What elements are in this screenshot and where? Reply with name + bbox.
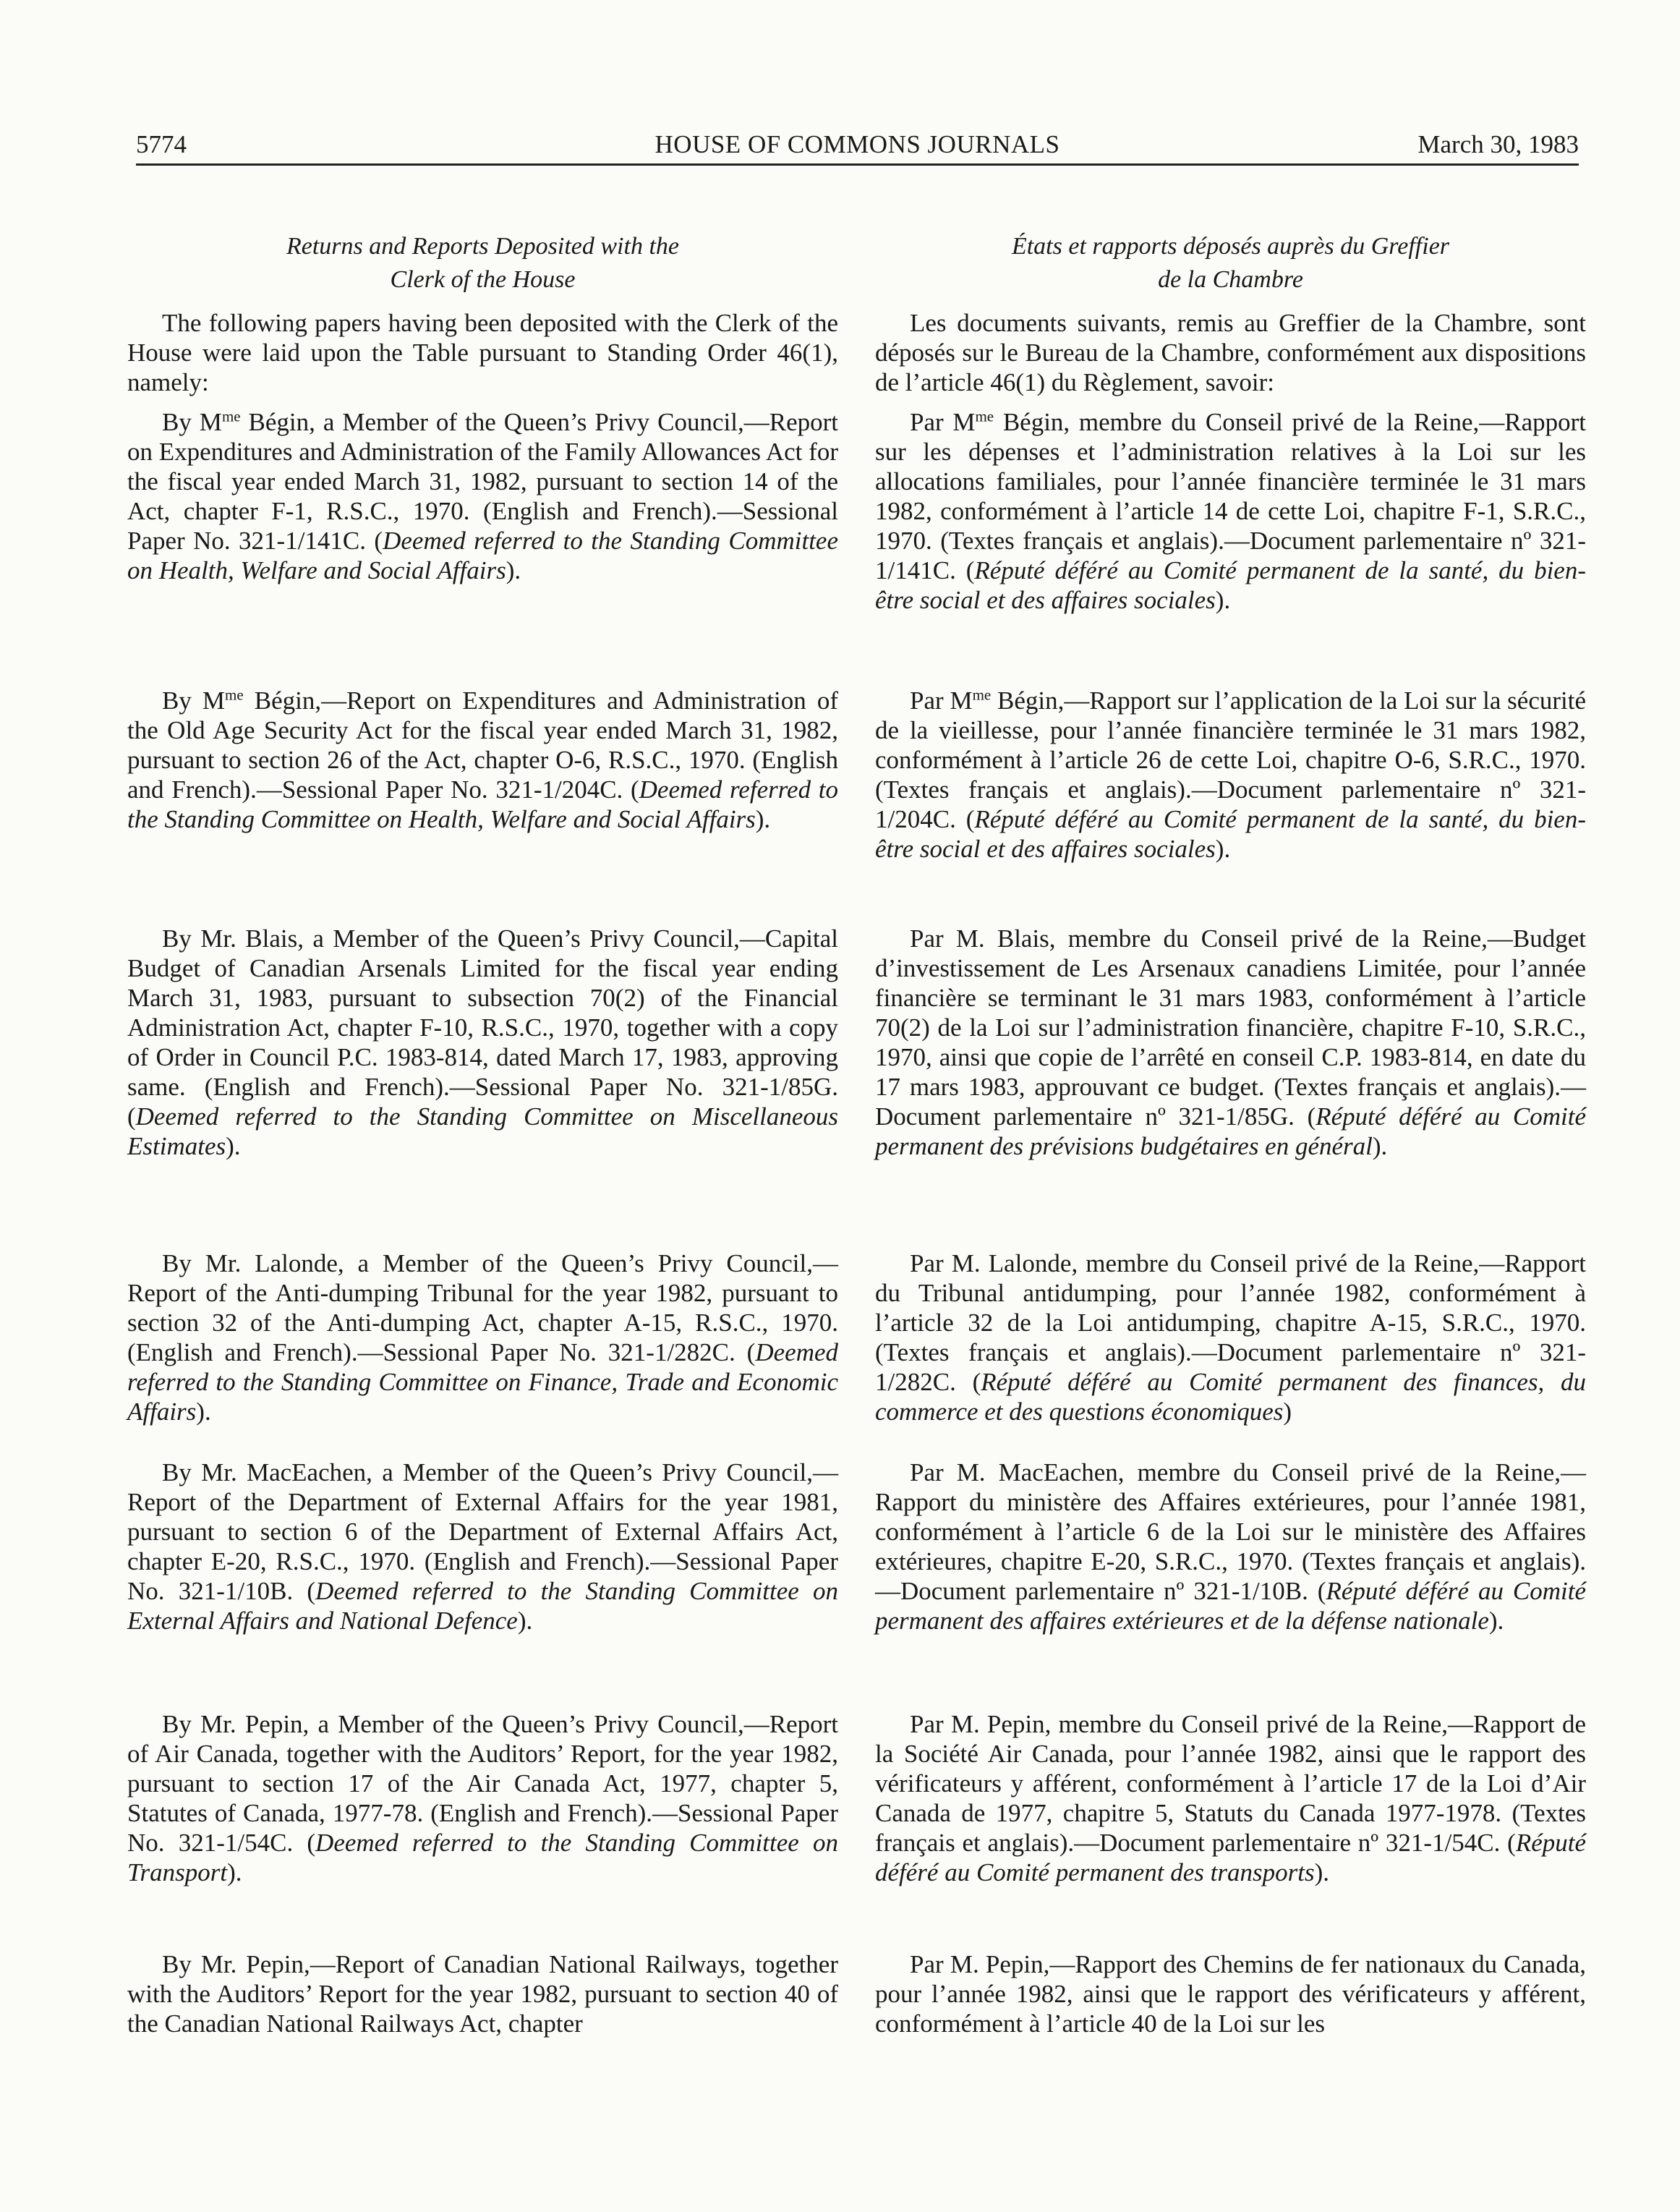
english-heading: Returns and Reports Deposited with the Clerk of the House bbox=[286, 233, 679, 293]
french-entry-lalonde: Par M. Lalonde, membre du Conseil privé de la Reine,—Rapport du Tribunal antidumping, pour l’année 1982, conformément à l’article 32 de la Loi antidumping, chapitre A-15, S.R.C., 1970. (Textes français et anglais).—Document parlementaire nº 321-1/282C. (Réputé déféré au Comité permanent des finances, du commerce et des questions économiques) bbox=[875, 1249, 1586, 1426]
english-intro: The following papers having been deposited with the Clerk of the House were laid upon the Table pursuant to Standing Order 46(1), namely: bbox=[127, 309, 838, 396]
french-column-e bbox=[875, 1458, 1586, 1635]
french-entry-pepin-1: Par M. Pepin, membre du Conseil privé de la Reine,—Rapport de la Société Air Canada, pour l’année 1982, ainsi que le rapport des vérificateurs y afférent, conformément à l’article 17 de la Loi d’Air Canada de 1977, chapitre 5, Statuts du Canada 1977-1978. (Textes français et anglais).—Document parlementaire nº 321-1/54C. (Réputé déféré au Comité permanent des transports). bbox=[875, 1710, 1587, 1886]
english-entry-begin-1: By $M^{me}$ Bégin, a Member of the Queen’s Privy Council,—Report on Expenditures and Administration of the Family Allowances Act for the fiscal year ended March 31, 1982, pursuant to section 14 of the Act, chapter F-1, R.S.C., 1970. (English and French).—Sessional Paper No. 321-1/141C. (Deemed referred to the Standing Committee on Health, Welfare and Social Affairs). bbox=[127, 407, 839, 584]
page-header bbox=[136, 127, 1579, 166]
english-column-c bbox=[127, 924, 838, 1161]
english-column-g bbox=[127, 1949, 838, 2038]
english-column bbox=[127, 230, 838, 585]
english-entry-blais: By Mr. Blais, a Member of the Queen’s Privy Council,—Capital Budget of Canadian Arsenals Limited for the fiscal year ending March 31, 1983, pursuant to subsection 70(2) of the Financial Administration Act, chapter F-10, R.S.C., 1970, together with a copy of Order in Council P.C. 1983-814, dated March 17, 1983, approving same. (English and French).—Sessional Paper No. 321-1/85G. (Deemed referred to the Standing Committee on Miscellaneous Estimates). bbox=[127, 924, 839, 1160]
journal-title: HOUSE OF COMMONS JOURNALS bbox=[654, 130, 1060, 158]
french-column-f bbox=[875, 1709, 1586, 1887]
french-column bbox=[875, 230, 1586, 615]
french-column-b bbox=[875, 686, 1586, 864]
french-column-g bbox=[875, 1949, 1586, 2038]
english-entry-pepin-1: By Mr. Pepin, a Member of the Queen’s Privy Council,—Report of Air Canada, together with the Auditors’ Report, for the year 1982, pursuant to section 17 of the Air Canada Act, 1977, chapter 5, Statutes of Canada, 1977-78. (English and French).—Sessional Paper No. 321-1/54C. (Deemed referred to the Standing Committee on Transport). bbox=[127, 1710, 839, 1886]
french-entry-begin-1: Par $M^{me}$ Bégin, membre du Conseil privé de la Reine,—Rapport sur les dépenses et l’administration relatives à la Loi sur les allocations familiales, pour l’année financière terminée le 31 mars 1982, conformément à l’article 14 de cette Loi, chapitre F-1, S.R.C., 1970. (Textes français et anglais).—Document parlementaire nº 321-1/141C. (Réputé déféré au Comité permanent de la santé, du bien-être social et des affaires sociales). bbox=[875, 407, 1586, 614]
french-column-d bbox=[875, 1248, 1586, 1426]
french-entry-maceachen: Par M. MacEachen, membre du Conseil privé de la Reine,—Rapport du ministère des Affaires extérieures, pour l’année 1981, conformément à l’article 6 de la Loi sur le ministère des Affaires extérieures, chapitre E-20, S.R.C., 1970. (Textes français et anglais).—Document parlementaire nº 321-1/10B. (Réputé déféré au Comité permanent des affaires extérieures et de la défense nationale). bbox=[875, 1458, 1587, 1635]
english-column-d bbox=[127, 1248, 838, 1426]
french-heading: États et rapports déposés auprès du Greffier de la Chambre bbox=[1011, 233, 1450, 293]
english-entry-pepin-2: By Mr. Pepin,—Report of Canadian National Railways, together with the Auditors’ Report for the year 1982, pursuant to section 40 of the Canadian National Railways Act, chapter bbox=[127, 1950, 838, 2038]
journal-date: March 30, 1983 bbox=[1417, 130, 1579, 158]
english-column-f bbox=[127, 1709, 838, 1887]
french-entry-pepin-2: Par M. Pepin,—Rapport des Chemins de fer nationaux du Canada, pour l’année 1982, ainsi que le rapport des vérificateurs y afférent, conformément à l’article 40 de la Loi sur les bbox=[875, 1950, 1586, 2038]
french-intro: Les documents suivants, remis au Greffier de la Chambre, sont déposés sur le Bureau de la Chambre, conformément aux dispositions de l’article 46(1) du Règlement, savoir: bbox=[875, 309, 1586, 396]
english-column-b bbox=[127, 686, 838, 834]
english-entry-lalonde: By Mr. Lalonde, a Member of the Queen’s Privy Council,—Report of the Anti-dumping Tribunal for the year 1982, pursuant to section 32 of the Anti-dumping Act, chapter A-15, R.S.C., 1970. (English and French).—Sessional Paper No. 321-1/282C. (Deemed referred to the Standing Committee on Finance, Trade and Economic Affairs). bbox=[127, 1249, 838, 1426]
french-column-c bbox=[875, 924, 1586, 1161]
english-entry-begin-2: By $M^{me}$ Bégin,—Report on Expenditures and Administration of the Old Age Security Act for the fiscal year ended March 31, 1982, pursuant to section 26 of the Act, chapter O-6, R.S.C., 1970. (English and French).—Sessional Paper No. 321-1/204C. (Deemed referred to the Standing Committee on Health, Welfare and Social Affairs). bbox=[127, 686, 838, 833]
english-column-e bbox=[127, 1458, 838, 1635]
english-entry-maceachen: By Mr. MacEachen, a Member of the Queen’s Privy Council,—Report of the Department of External Affairs for the year 1981, pursuant to section 6 of the Department of External Affairs Act, chapter E-20, R.S.C., 1970. (English and French).—Sessional Paper No. 321-1/10B. (Deemed referred to the Standing Committee on External Affairs and National Defence). bbox=[127, 1458, 839, 1635]
french-entry-blais: Par M. Blais, membre du Conseil privé de la Reine,—Budget d’investissement de Les Arsenaux canadiens Limitée, pour l’année financière se terminant le 31 mars 1983, conformément à l’article 70(2) de la Loi sur l’administration financière, chapitre F-10, S.R.C., 1970, ainsi que copie de l’arrêté en conseil C.P. 1983-814, en date du 17 mars 1983, approuvant ce budget. (Textes français et anglais).—Document parlementaire nº 321-1/85G. (Réputé déféré au Comité permanent des prévisions budgétaires en général). bbox=[875, 924, 1586, 1160]
french-entry-begin-2: Par $M^{me}$ Bégin,—Rapport sur l’application de la Loi sur la sécurité de la vieillesse, pour l’année financière terminée le 31 mars 1982, conformément à l’article 26 de cette Loi, chapitre O-6, S.R.C., 1970. (Textes français et anglais).—Document parlementaire nº 321-1/204C. (Réputé déféré au Comité permanent de la santé, du bien-être social et des affaires sociales). bbox=[875, 686, 1587, 863]
page-number: 5774 bbox=[136, 130, 187, 158]
